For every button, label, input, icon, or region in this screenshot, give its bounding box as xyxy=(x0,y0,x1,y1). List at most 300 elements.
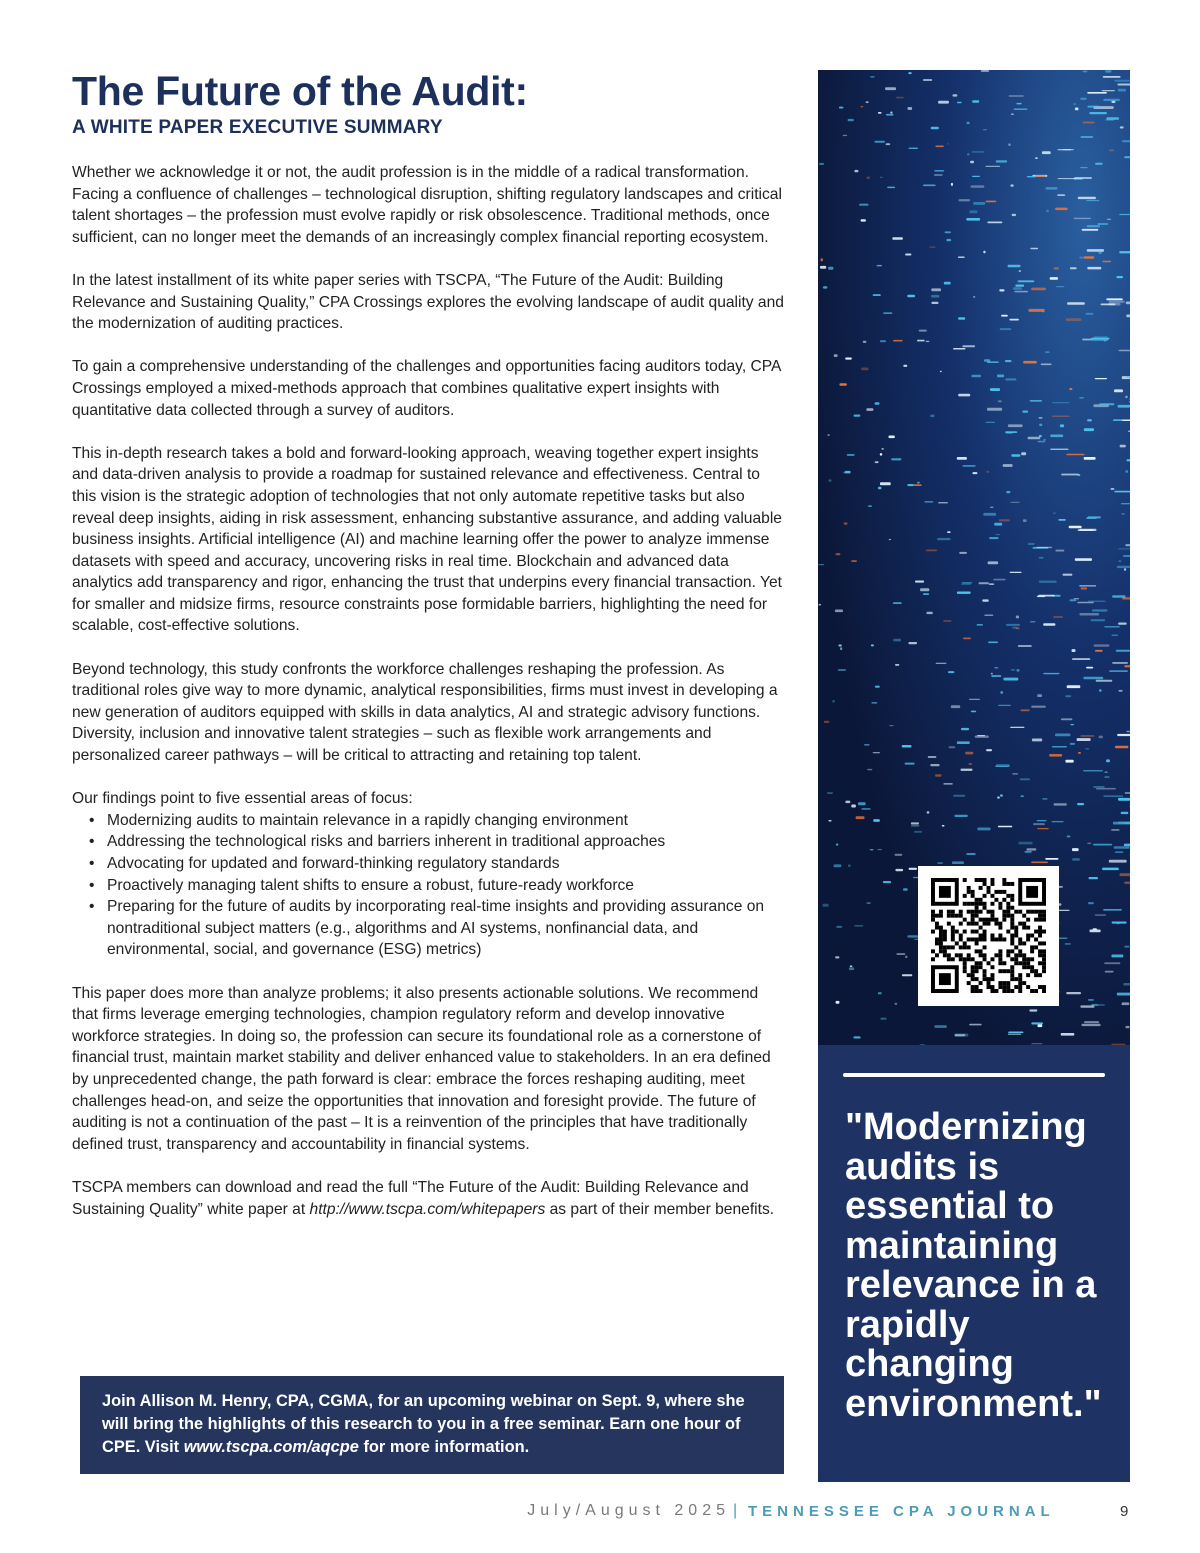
data-streak xyxy=(990,388,1000,391)
data-streak xyxy=(1010,502,1019,503)
data-streak xyxy=(1123,983,1130,986)
data-streak xyxy=(957,102,962,104)
data-streak xyxy=(1099,736,1103,739)
data-streak xyxy=(1061,718,1073,720)
data-streak xyxy=(818,564,824,565)
webinar-link[interactable]: www.tscpa.com/aqcpe xyxy=(183,1438,359,1456)
data-streak xyxy=(1124,568,1126,571)
focus-item: • Proactively managing talent shifts to ensure a robust, future-ready workforce xyxy=(72,875,788,897)
data-streak xyxy=(1000,328,1012,330)
data-streak xyxy=(1003,464,1013,467)
data-streak xyxy=(987,408,1002,411)
data-streak xyxy=(926,612,932,614)
data-streak xyxy=(1050,449,1068,450)
data-streak xyxy=(1077,602,1094,603)
data-streak xyxy=(984,359,990,362)
data-streak xyxy=(1010,727,1024,728)
data-streak xyxy=(934,1025,946,1028)
data-streak xyxy=(1091,619,1106,621)
data-streak xyxy=(1000,691,1003,694)
data-streak xyxy=(1089,112,1107,114)
data-streak xyxy=(961,584,971,585)
data-streak xyxy=(849,967,854,970)
webinar-text: Join Allison M. Henry, CPA, CGMA, for an upcoming webinar on Sept. 9, where she will bring the highlights of this research to you in a free seminar. Earn one hour of CPE. Visit xyxy=(102,1392,745,1456)
data-streak xyxy=(864,744,870,746)
data-streak xyxy=(1038,441,1046,443)
data-streak xyxy=(991,675,1001,677)
data-streak xyxy=(1127,459,1131,461)
data-streak xyxy=(969,763,973,765)
data-streak xyxy=(1041,364,1052,366)
data-streak xyxy=(1112,922,1127,924)
data-streak xyxy=(1087,106,1099,108)
data-streak xyxy=(1111,955,1123,958)
data-streak xyxy=(1109,301,1125,303)
data-streak xyxy=(1023,519,1027,522)
data-streak xyxy=(1008,265,1021,268)
data-streak xyxy=(853,1036,860,1038)
data-streak xyxy=(1072,848,1079,851)
data-streak xyxy=(1023,361,1037,364)
data-streak xyxy=(1061,1033,1075,1036)
data-streak xyxy=(829,479,832,482)
data-streak xyxy=(937,538,950,540)
data-streak xyxy=(1020,778,1030,780)
data-streak xyxy=(1067,836,1071,838)
data-streak xyxy=(1030,400,1042,402)
data-streak xyxy=(905,956,907,959)
data-streak xyxy=(1124,156,1130,158)
data-streak xyxy=(1113,419,1123,421)
data-streak xyxy=(1099,689,1102,691)
data-streak xyxy=(1109,860,1127,863)
data-streak xyxy=(958,394,970,397)
data-streak xyxy=(983,129,987,130)
data-streak xyxy=(839,107,844,109)
data-streak xyxy=(1013,287,1022,290)
data-streak xyxy=(1119,214,1130,215)
data-streak xyxy=(996,764,1010,767)
data-streak xyxy=(957,592,971,594)
data-streak xyxy=(1045,858,1058,860)
data-streak xyxy=(907,935,918,937)
data-streak xyxy=(1006,624,1020,626)
data-streak xyxy=(1037,828,1049,829)
data-streak xyxy=(1074,177,1092,179)
article-column xyxy=(72,68,788,1242)
data-streak xyxy=(882,448,884,450)
data-streak xyxy=(866,102,869,103)
data-streak xyxy=(1010,572,1022,573)
data-streak xyxy=(828,267,833,270)
data-streak xyxy=(1055,550,1064,552)
data-streak xyxy=(880,177,883,178)
data-streak xyxy=(1120,873,1131,876)
data-streak xyxy=(880,340,886,342)
data-streak xyxy=(838,669,846,671)
data-streak xyxy=(1115,746,1128,748)
data-streak xyxy=(923,79,932,81)
article-subtitle: A WHITE PAPER EXECUTIVE SUMMARY xyxy=(72,117,443,138)
data-streak xyxy=(1088,999,1094,1000)
data-streak xyxy=(986,749,992,751)
qr-code-icon xyxy=(931,878,1046,993)
data-streak xyxy=(988,561,999,564)
data-streak xyxy=(1035,175,1046,176)
data-streak xyxy=(957,741,970,744)
data-streak xyxy=(1066,992,1081,994)
data-streak xyxy=(1127,376,1130,378)
data-streak xyxy=(1039,557,1044,559)
data-streak xyxy=(943,783,953,784)
data-streak xyxy=(1011,114,1014,115)
data-streak xyxy=(1109,149,1114,151)
data-streak xyxy=(994,667,998,668)
data-streak xyxy=(945,231,951,233)
data-streak xyxy=(989,584,994,585)
data-streak xyxy=(999,519,1010,521)
data-streak xyxy=(1054,267,1059,270)
data-streak xyxy=(1107,117,1120,120)
data-streak xyxy=(1078,752,1081,754)
data-streak xyxy=(1058,178,1076,179)
focus-list xyxy=(72,810,788,961)
paragraph-intro: Whether we acknowledge it or not, the audit profession is in the middle of a radical transformation. Facing a confluence of challenges – technological disruption, shifting regulatory landscapes and critical talent shortages – the profession must evolve rapidly or risk obsolescence. Traditional methods, once sufficient, can no longer meet the demands of an increasingly complex financial reporting ecosystem. xyxy=(72,164,782,246)
data-streak xyxy=(917,482,920,484)
data-streak xyxy=(959,199,971,201)
data-streak xyxy=(1083,122,1095,124)
data-streak xyxy=(1012,214,1016,216)
data-streak xyxy=(858,802,866,805)
data-streak xyxy=(1050,435,1063,438)
data-streak xyxy=(1058,519,1066,521)
data-streak xyxy=(1021,796,1024,797)
data-streak xyxy=(938,502,948,503)
data-streak xyxy=(915,581,924,583)
data-streak xyxy=(927,811,930,813)
data-streak xyxy=(1029,1009,1037,1011)
data-streak xyxy=(975,736,989,738)
data-streak xyxy=(1124,665,1130,667)
data-streak xyxy=(1119,350,1130,352)
data-streak xyxy=(1119,560,1122,562)
data-streak xyxy=(1031,862,1048,864)
data-streak xyxy=(1079,397,1084,399)
data-streak xyxy=(942,825,945,827)
data-streak xyxy=(1008,1032,1023,1034)
data-streak xyxy=(819,604,822,606)
data-streak xyxy=(958,257,965,258)
data-streak xyxy=(1065,760,1073,763)
data-streak xyxy=(1124,844,1130,847)
data-streak xyxy=(1067,302,1085,305)
data-streak xyxy=(834,864,842,867)
data-streak xyxy=(870,76,875,78)
data-streak xyxy=(840,647,842,650)
data-streak xyxy=(986,471,989,473)
data-streak xyxy=(1045,351,1050,353)
data-streak xyxy=(926,550,937,552)
data-streak xyxy=(947,143,949,144)
data-streak xyxy=(880,1018,886,1020)
data-streak xyxy=(931,288,941,291)
data-streak xyxy=(1102,261,1111,262)
data-streak xyxy=(1088,601,1106,602)
data-streak xyxy=(820,266,826,269)
data-streak xyxy=(1111,635,1118,636)
data-streak xyxy=(1103,909,1122,910)
data-streak xyxy=(917,340,925,342)
data-streak xyxy=(938,101,949,104)
data-streak xyxy=(1121,812,1129,814)
data-streak xyxy=(861,808,870,809)
data-streak xyxy=(875,402,880,405)
data-streak xyxy=(1105,971,1114,973)
data-streak xyxy=(989,537,998,539)
focus-item: • Advocating for updated and forward-thinking regulatory standards xyxy=(72,853,788,875)
data-streak xyxy=(1018,645,1032,647)
data-streak xyxy=(1019,270,1022,271)
data-streak xyxy=(883,881,891,883)
data-streak xyxy=(1112,662,1128,664)
focus-intro: Our findings point to five essential areas of focus: xyxy=(72,790,413,808)
data-streak xyxy=(1011,454,1020,457)
data-streak xyxy=(1084,256,1094,259)
data-streak xyxy=(873,752,880,753)
data-streak xyxy=(893,602,902,603)
data-streak xyxy=(1070,267,1077,269)
data-streak xyxy=(1070,743,1075,745)
data-streak xyxy=(896,953,905,955)
data-streak xyxy=(819,163,824,165)
data-streak xyxy=(895,869,903,871)
data-streak xyxy=(930,247,936,248)
data-streak xyxy=(1075,108,1079,111)
data-streak xyxy=(1117,566,1130,568)
data-streak xyxy=(1037,596,1045,598)
data-streak xyxy=(891,458,901,460)
data-streak xyxy=(931,295,939,298)
data-streak xyxy=(835,610,843,613)
data-streak xyxy=(986,422,996,423)
data-streak xyxy=(1009,95,1024,97)
data-streak xyxy=(1042,798,1047,799)
data-streak xyxy=(892,237,903,240)
data-streak xyxy=(985,166,1000,167)
data-streak xyxy=(1069,526,1082,529)
data-streak xyxy=(1032,739,1042,742)
data-streak xyxy=(903,365,907,367)
data-streak xyxy=(889,725,893,726)
data-streak xyxy=(845,801,850,804)
data-streak xyxy=(1109,670,1128,672)
data-streak xyxy=(981,70,989,72)
data-streak xyxy=(986,201,997,203)
data-streak xyxy=(909,148,918,149)
data-streak xyxy=(1087,267,1101,270)
data-streak xyxy=(1070,599,1077,601)
data-streak xyxy=(958,317,965,320)
data-streak xyxy=(1118,405,1130,408)
data-streak xyxy=(1117,84,1130,86)
data-streak xyxy=(1050,277,1058,280)
data-streak xyxy=(1077,803,1084,805)
data-streak xyxy=(836,553,841,555)
data-streak xyxy=(1122,420,1130,422)
paragraph-technology: This in-depth research takes a bold and forward-looking approach, weaving together expert insights and data-driven analysis to provide a roadmap for sustained relevance and effectiveness. Central to this vision is the strategic adoption of technologies that not only automate repetitive tasks but also reveal deep insights, aiding in risk assessment, enhancing substantive assurance, and adding valuable business insights. Artificial intelligence (AI) and machine learning offer the power to analyze immense datasets with speed and accuracy, uncovering risks in real time. Blockchain and advanced data analytics add transparency and rigor, enhancing the trust that underpins every financial transaction. Yet for smaller and midsize firms, resource constraints pose formidable barriers, highlighting the need for scalable, cost-effective solutions. xyxy=(72,444,782,635)
data-streak xyxy=(877,849,882,850)
data-streak xyxy=(875,141,885,143)
data-streak xyxy=(1084,428,1094,431)
data-streak xyxy=(1096,788,1116,790)
data-streak xyxy=(1118,798,1130,801)
data-streak xyxy=(948,671,954,673)
data-streak xyxy=(930,764,939,766)
data-streak xyxy=(1094,644,1110,646)
data-streak xyxy=(850,965,853,967)
data-streak xyxy=(871,644,874,646)
data-streak xyxy=(1008,143,1010,146)
data-streak xyxy=(951,183,953,186)
data-streak xyxy=(895,1003,898,1005)
data-streak xyxy=(836,926,842,928)
data-streak xyxy=(1046,210,1049,213)
data-streak xyxy=(889,539,891,540)
data-streak xyxy=(1077,738,1091,741)
data-streak xyxy=(887,187,895,189)
data-streak xyxy=(951,705,960,708)
whitepapers-link[interactable]: http://www.tscpa.com/whitepapers xyxy=(309,1200,546,1218)
data-streak xyxy=(923,593,929,595)
data-streak xyxy=(1105,70,1111,73)
data-streak xyxy=(1058,149,1072,150)
data-streak xyxy=(1114,80,1130,82)
data-streak xyxy=(920,588,929,591)
data-streak xyxy=(1035,157,1038,159)
data-streak xyxy=(1080,1005,1094,1007)
data-streak xyxy=(836,1001,840,1004)
data-streak xyxy=(969,210,977,213)
data-streak xyxy=(1078,529,1094,531)
data-streak xyxy=(907,484,913,486)
data-streak xyxy=(1072,858,1080,861)
data-streak xyxy=(1096,680,1113,682)
data-streak xyxy=(1031,706,1046,708)
data-streak xyxy=(821,258,824,261)
data-streak xyxy=(965,752,973,755)
data-streak xyxy=(935,146,944,148)
data-streak xyxy=(1039,581,1057,583)
data-streak xyxy=(1099,403,1114,405)
data-streak xyxy=(995,534,1000,535)
data-streak xyxy=(979,582,990,584)
data-streak xyxy=(936,663,947,664)
data-streak xyxy=(1124,822,1130,824)
data-streak xyxy=(1082,339,1092,341)
pull-quote: "Modernizing audits is essential to maintaining relevance in a rapidly changing environment." xyxy=(845,1106,1102,1425)
data-streak xyxy=(1111,488,1115,490)
data-streak xyxy=(1080,98,1086,100)
qr-code[interactable] xyxy=(918,866,1059,1006)
data-streak xyxy=(836,844,838,846)
data-streak xyxy=(1098,252,1102,254)
data-streak xyxy=(1116,650,1130,652)
data-streak xyxy=(871,702,877,703)
data-streak xyxy=(909,868,917,870)
data-streak xyxy=(983,513,996,516)
data-streak xyxy=(1030,248,1038,249)
data-streak xyxy=(1052,821,1064,822)
data-streak xyxy=(866,902,870,904)
data-streak xyxy=(924,501,933,502)
data-streak xyxy=(827,792,833,793)
data-streak xyxy=(890,112,892,114)
data-streak xyxy=(1104,962,1120,964)
data-streak xyxy=(1011,669,1015,671)
data-streak xyxy=(977,828,990,831)
focus-item: • Modernizing audits to maintain relevance in a rapidly changing environment xyxy=(72,810,788,832)
data-streak xyxy=(1079,585,1096,586)
data-streak xyxy=(1033,823,1045,825)
data-streak xyxy=(967,153,969,155)
data-streak xyxy=(1052,746,1067,747)
data-streak xyxy=(1120,445,1126,448)
data-streak xyxy=(1005,360,1012,362)
data-streak xyxy=(1083,71,1088,73)
data-streak xyxy=(952,861,964,864)
page-number: 9 xyxy=(1120,1503,1129,1520)
data-streak xyxy=(878,992,882,994)
data-streak xyxy=(1015,285,1024,287)
data-streak xyxy=(1091,338,1110,340)
data-streak xyxy=(1052,416,1069,418)
data-streak xyxy=(1031,288,1046,291)
download-text: TSCPA members can download and read the full “The Future of the Audit: Building Relevance and Sustaining Quality” white paper at xyxy=(72,1178,749,1218)
data-streak xyxy=(851,805,856,808)
data-streak xyxy=(1083,677,1103,679)
data-streak xyxy=(1065,943,1071,944)
data-streak xyxy=(961,769,973,771)
data-streak xyxy=(967,122,970,124)
data-streak xyxy=(1118,89,1126,92)
data-streak xyxy=(1128,431,1130,432)
sidebar xyxy=(818,70,1130,1482)
data-streak xyxy=(962,345,975,347)
data-streak xyxy=(1027,176,1036,177)
data-streak xyxy=(1082,229,1099,231)
data-streak xyxy=(937,862,943,864)
data-streak xyxy=(886,143,891,145)
data-streak xyxy=(947,531,951,533)
data-streak xyxy=(934,174,943,175)
data-streak xyxy=(1057,194,1065,196)
data-streak xyxy=(902,974,912,976)
data-streak xyxy=(1079,613,1099,616)
data-streak xyxy=(966,218,980,221)
data-streak xyxy=(911,822,919,824)
data-streak xyxy=(1114,846,1130,849)
data-streak xyxy=(1104,626,1120,627)
data-streak xyxy=(854,170,858,172)
data-streak xyxy=(1055,208,1067,211)
data-streak xyxy=(866,408,873,411)
data-streak xyxy=(997,797,1000,799)
data-streak xyxy=(1104,776,1109,778)
data-streak xyxy=(982,599,988,601)
data-streak xyxy=(1081,136,1094,138)
data-streak xyxy=(1008,1034,1022,1035)
data-streak xyxy=(1093,928,1097,930)
